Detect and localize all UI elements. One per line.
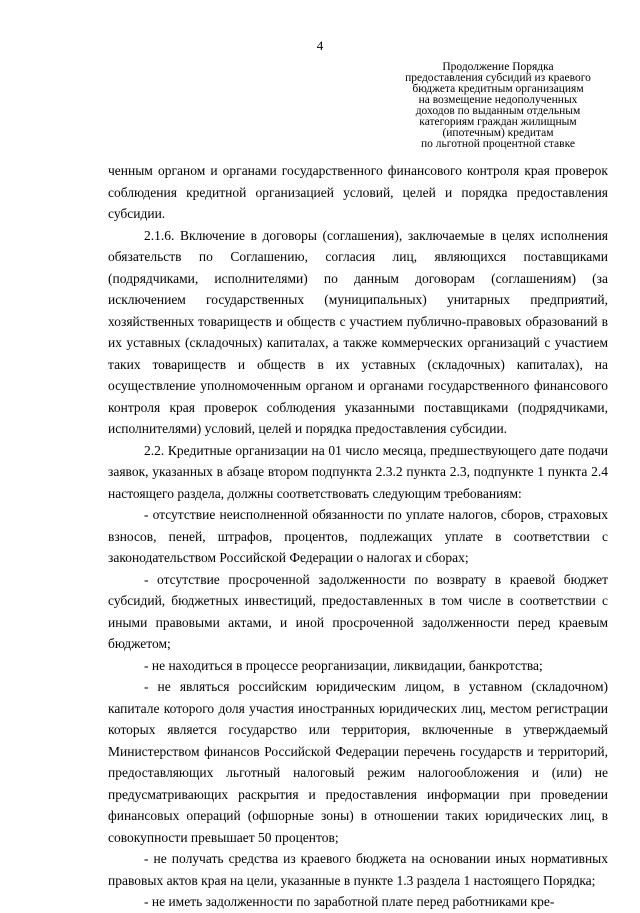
running-header-line: Продолжение Порядка xyxy=(442,61,554,73)
requirement-item: - не находиться в процессе реорганизации, ликвидации, банкротства; xyxy=(144,657,543,673)
running-header-line: на возмещение недополученных xyxy=(418,94,578,106)
paragraph-2-2: 2.2. Кредитные организации на 01 число месяца, предшествующего дате подачи заявок, указанных в абзаце втором подпункта 2.3.2 пункта 2.3, подпункте 1 пункта 2.4 настоящего раздела, должны соответствовать следующим требованиям: xyxy=(108,442,608,501)
requirement-item: - не иметь задолженности по заработной плате перед работниками кре- xyxy=(144,894,555,909)
requirement-item: - не являться российским юридическим лицом, в уставном (складочном) капитале которого доля участия иностранных юридических лиц, местом регистрации которых является государство или территория, включенные в утверждаемый Министерством финансов Российской Федерации перечень государств и территорий, предоставляющих льготный налоговый режим налогообложения и (или) не предусматривающих раскрытия и предоставления информации при проведении финансовых операций (офшорные зоны) в отношении таких юридических лиц, в совокупности превышает 50 процентов; xyxy=(108,679,608,845)
requirement-item: - отсутствие неисполненной обязанности по уплате налогов, сборов, страховых взносов, пеней, штрафов, процентов, подлежащих уплате в соответствии с законодательством Российской Федерации о налогах и сборах; xyxy=(108,507,608,565)
running-header-line: (ипотечным) кредитам xyxy=(442,127,554,139)
requirement-item: - отсутствие просроченной задолженности по возврату в краевой бюджет субсидий, бюджетных инвестиций, предоставленных в том числе в соответствии с иными правовыми актами, и иной просроченной задолженности перед краевым бюджетом; xyxy=(108,571,608,651)
running-header xyxy=(388,62,608,150)
page-number: 4 xyxy=(316,38,324,53)
paragraph-2-1-6: 2.1.6. Включение в договоры (соглашения), заключаемые в целях исполнения обязательств по Соглашению, согласия лиц, являющихся поставщиками (подрядчиками, исполнителями) по данным договорам (соглашениям) (за исключением государственных (муниципальных) унитарных предприятий, хозяйственных товариществ и обществ с участием публично-правовых образований в их уставных (складочных) капиталах, а также коммерческих организаций с участием таких товариществ и обществ в их уставных (складочных) капиталах), на осуществление уполномоченным органом и органами государственного финансового контроля края проверок соблюдения указанными поставщиками (подрядчиками, исполнителями) условий, целей и порядка предоставления субсидии. xyxy=(108,227,608,436)
requirement-item: - не получать средства из краевого бюджета на основании иных нормативных правовых актов края на цели, указанные в пункте 1.3 раздела 1 настоящего Порядка; xyxy=(108,851,608,888)
running-header-line: категориям граждан жилищным xyxy=(419,116,577,128)
running-header-line: бюджета кредитным организациям xyxy=(412,83,584,95)
running-header-line: доходов по выданным отдельным xyxy=(415,105,581,117)
running-header-line: предоставления субсидий из краевого xyxy=(405,72,591,84)
running-header-line: по льготной процентной ставке xyxy=(421,138,575,150)
paragraph-continuation: ченным органом и органами государственного финансового контроля края проверок соблюдения кредитной организацией условий, целей и порядка предоставления субсидии. xyxy=(108,163,608,221)
document-body xyxy=(108,160,608,913)
